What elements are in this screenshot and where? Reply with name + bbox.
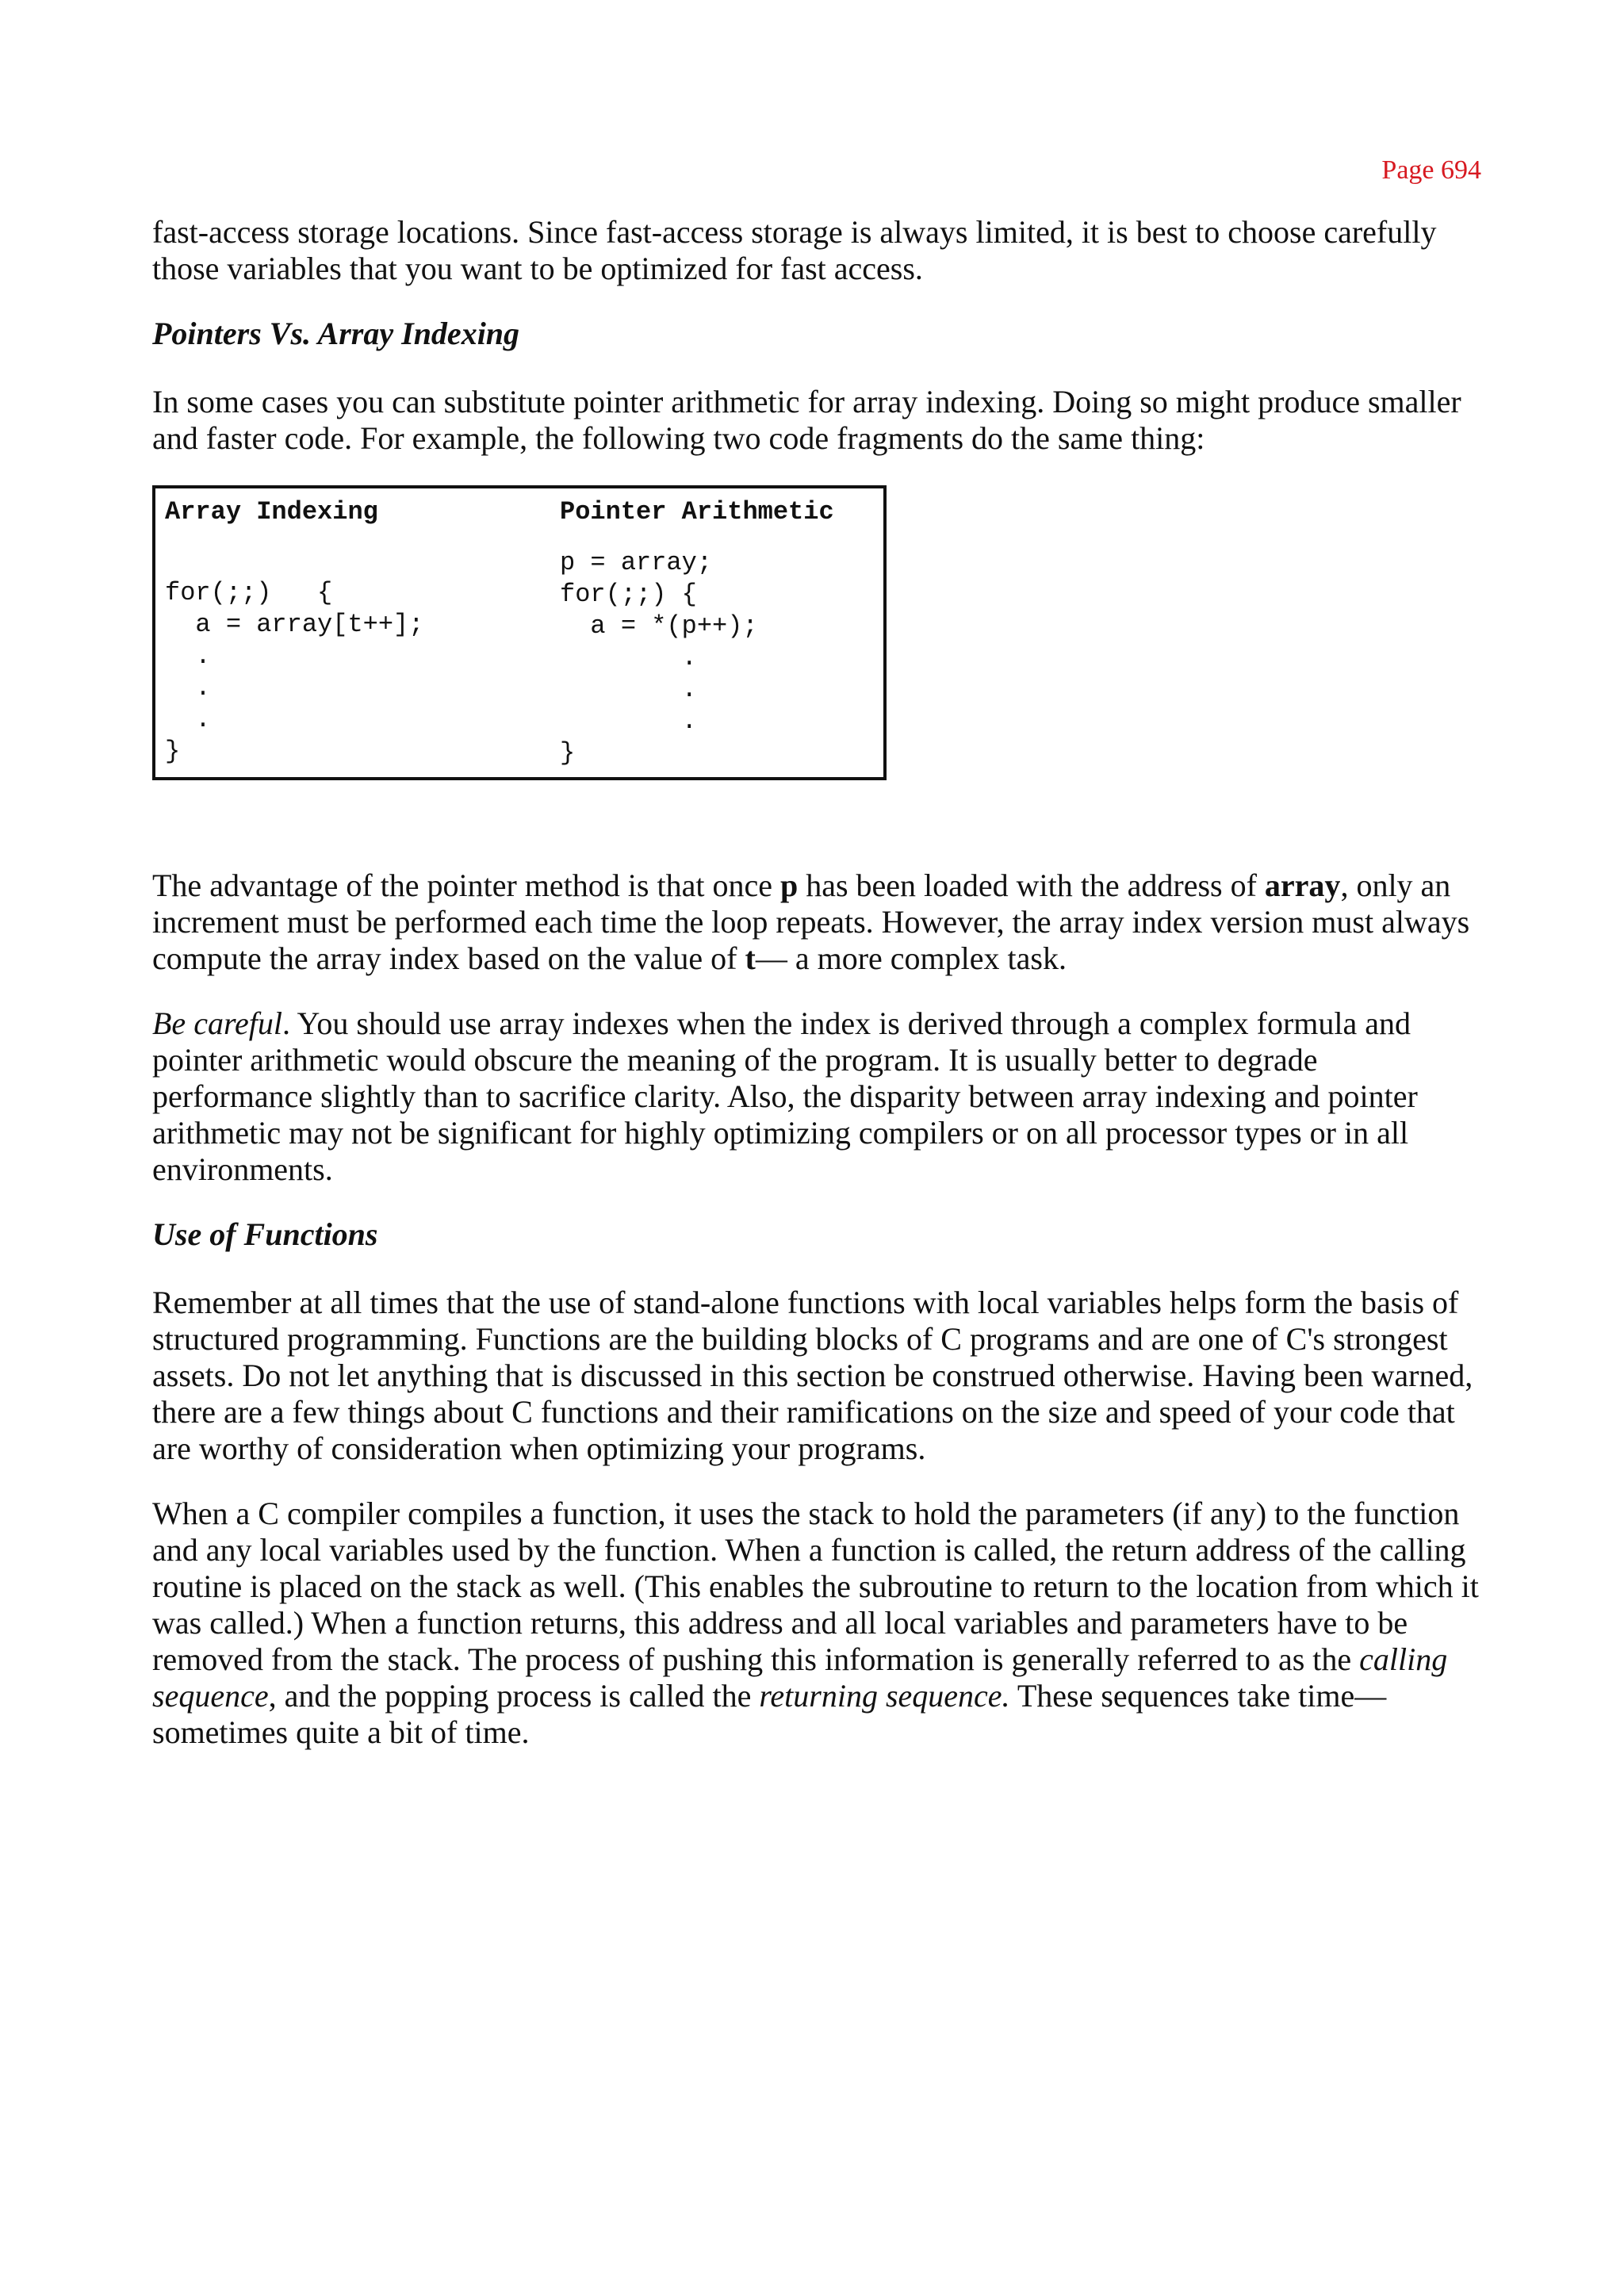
- paragraph-be-careful: [152, 1005, 1484, 1188]
- paragraph-calling-sequence: [152, 1496, 1484, 1751]
- page-content: [152, 214, 1484, 1779]
- italic-calling-sequence: calling sequence: [152, 1641, 1448, 1714]
- section-heading-functions: Use of Functions: [152, 1216, 378, 1252]
- text-span: When a C compiler compiles a function, it uses the stack to hold the parameters (if any) to the function and any local variables used by the function. When a function is called, the return address of the calling routine is placed on the stack as well. (This enables the subroutine to return to the location from which it was called.) When a function returns, this address and all local variables and parameters have to be removed from the stack. The process of pushing this information is generally referred to as the: [152, 1496, 1479, 1677]
- text-span: . You should use array indexes when the index is derived through a complex formula and pointer arithmetic would obscure the meaning of the program. It is usually better to degrade performance slightly than to sacrifice clarity. Also, the disparity between array indexing and pointer arithmetic may not be significant for highly optimizing compilers or on all processor types or in all environments.: [152, 1005, 1418, 1187]
- bold-p: p: [779, 867, 799, 903]
- text-span: — a more complex task.: [755, 940, 1067, 976]
- text-span: The advantage of the pointer method is that once: [152, 867, 780, 903]
- text-span: , only an increment must be performed each time the loop repeats. However, the array index version must always compute the array index based on the value of: [152, 867, 1470, 976]
- section-heading-pointers: Pointers Vs. Array Indexing: [152, 316, 520, 351]
- text-span: , and the popping process is called the: [268, 1678, 760, 1714]
- code-array-indexing: for(;;) { a = array[t++]; . . . }: [165, 578, 424, 766]
- page-number: Page 694: [1381, 155, 1481, 185]
- intro-paragraph: fast-access storage locations. Since fast-access storage is always limited, it is best to choose carefully those variables that you want to be optimized for fast access.: [152, 214, 1437, 286]
- paragraph-pointer-advantage: [152, 867, 1484, 977]
- code-column-pointer-arithmetic: [560, 496, 877, 769]
- code-title-pointer-arithmetic: Pointer Arithmetic: [560, 497, 834, 527]
- code-comparison-box: [152, 485, 887, 780]
- code-column-array-indexing: [165, 496, 530, 768]
- text-span: These sequences take time— sometimes quite a bit of time.: [152, 1678, 1387, 1750]
- paragraph-pointer-intro: In some cases you can substitute pointer arithmetic for array indexing. Doing so might produce smaller and faster code. For example, the following two code fragments do the same thing:: [152, 384, 1461, 456]
- code-title-array-indexing: Array Indexing: [165, 497, 378, 527]
- code-pointer-arithmetic: p = array; for(;;) { a = *(p++); . . . }: [560, 548, 758, 768]
- bold-array: array: [1264, 867, 1341, 903]
- paragraph-functions-intro: Remember at all times that the use of stand-alone functions with local variables helps form the basis of structured programming. Functions are the building blocks of C programs and are one of C's strongest assets. Do not let anything that is discussed in this section be construed otherwise. Having been warned, there are a few things about C functions and their ramifications on the size and speed of your code that are worthy of consideration when optimizing your programs.: [152, 1285, 1473, 1466]
- italic-be-careful: Be careful: [152, 1005, 283, 1041]
- bold-t: t: [745, 940, 756, 976]
- text-span: has been loaded with the address of: [798, 867, 1265, 903]
- italic-returning-sequence: returning sequence.: [759, 1678, 1010, 1714]
